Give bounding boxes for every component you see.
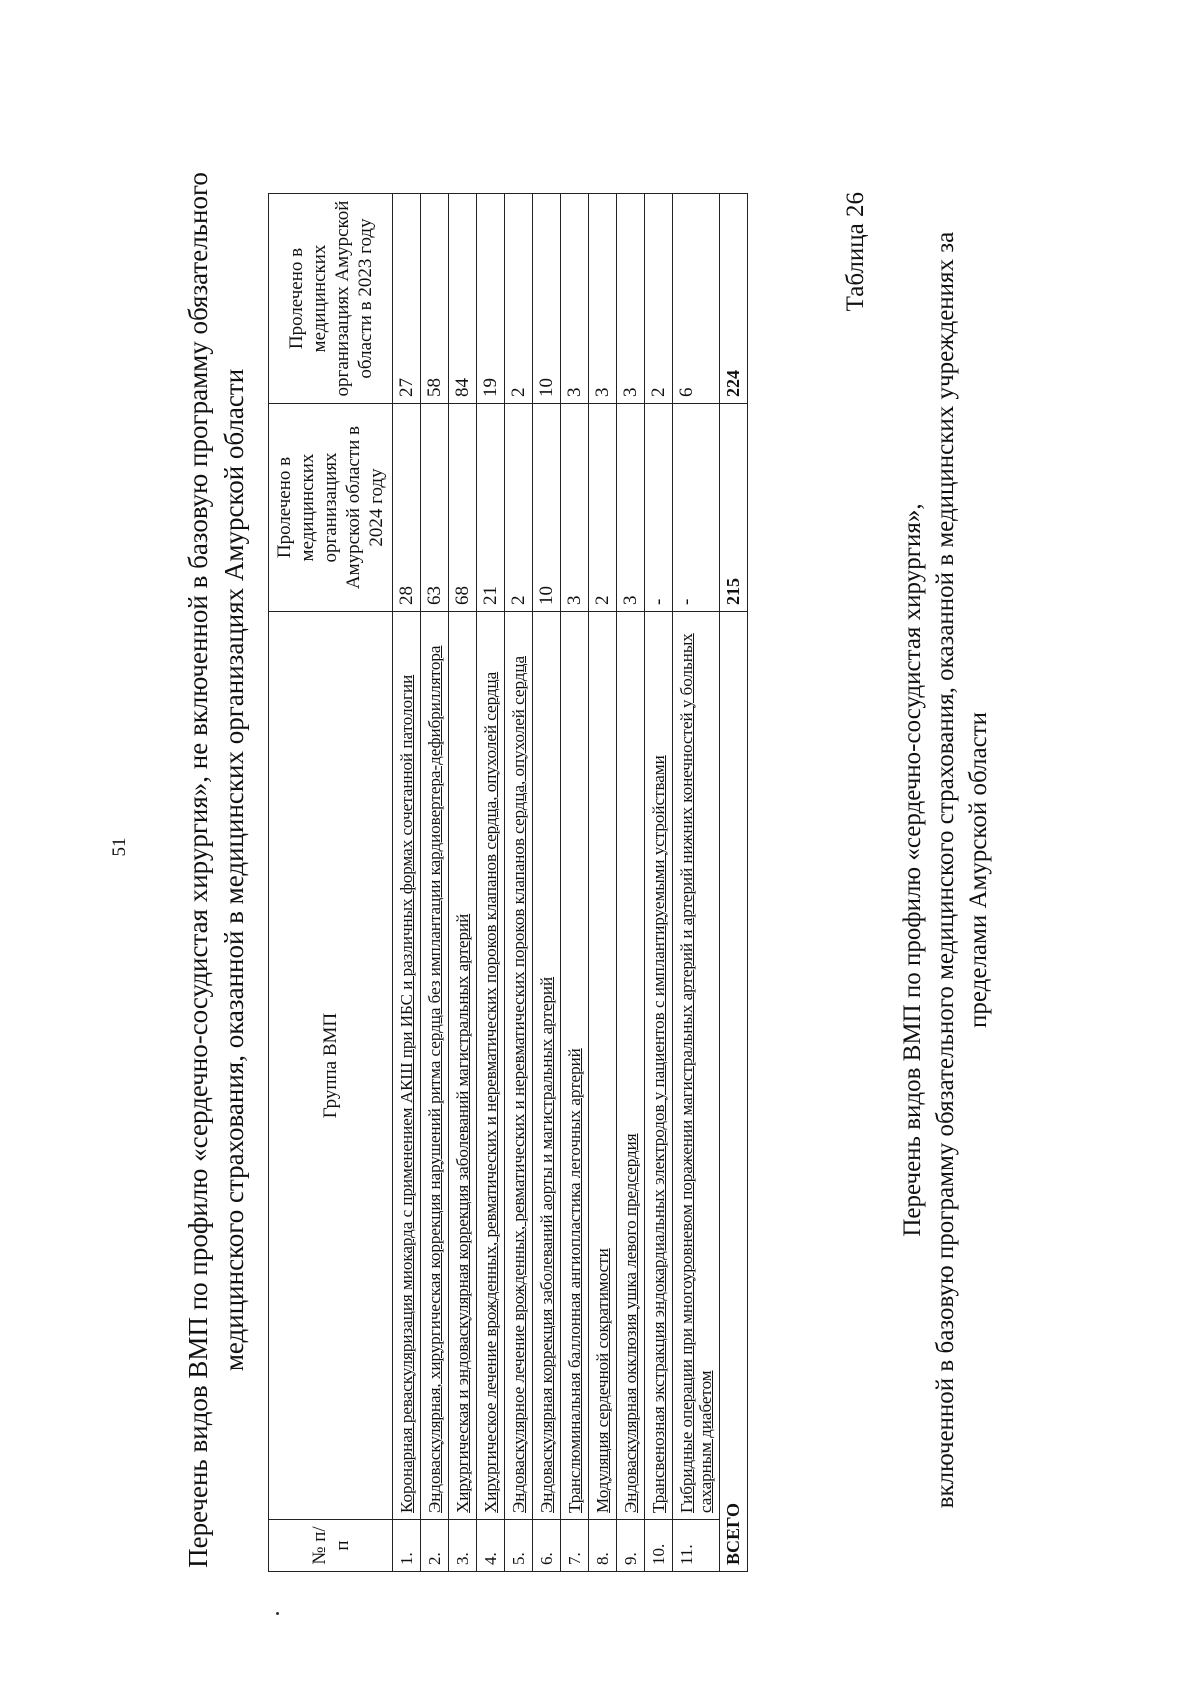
- row-number: 5.: [505, 1520, 533, 1572]
- row-number: 11.: [673, 1520, 720, 1572]
- row-value-2024: 3: [561, 404, 589, 612]
- table-row: [505, 194, 533, 1572]
- row-group: Эндоваскулярное лечение врожденных, ревматических и неревматических пороков клапанов сердца, опухолей сердца: [505, 612, 533, 1520]
- row-group: Гибридные операции при многоуровневом поражении магистральных артерий и артерий нижних конечностей у больных сахарным диабетом: [673, 612, 720, 1520]
- row-group: Коронарная реваскуляризация миокарда с применением АКШ при ИБС и различных формах сочетанной патологии: [393, 612, 421, 1520]
- row-value-2023: 27: [393, 194, 421, 404]
- page-number: 51: [109, 837, 130, 857]
- row-value-2023: 19: [477, 194, 505, 404]
- row-number: 6.: [533, 1520, 561, 1572]
- total-2024: 215: [720, 404, 748, 612]
- next-table-title-line-3: пределами Амурской области: [965, 711, 992, 1029]
- table-row: [477, 194, 505, 1572]
- table-title-line-2: медицинского страхования, оказанной в медицинских организациях Амурской области: [219, 368, 249, 1372]
- row-value-2024: 10: [533, 404, 561, 612]
- table-row: [645, 194, 673, 1572]
- row-number: 4.: [477, 1520, 505, 1572]
- row-number: 8.: [589, 1520, 617, 1572]
- total-2023: 224: [720, 194, 748, 404]
- next-table-title-line-1: Перечень видов ВМП по профилю «сердечно-сосудистая хирургия»,: [899, 503, 926, 1237]
- row-number: 9.: [617, 1520, 645, 1572]
- header-num: № п/п: [269, 1520, 393, 1572]
- table-row: [449, 194, 477, 1572]
- row-value-2023: 58: [421, 194, 449, 404]
- row-value-2023: 10: [533, 194, 561, 404]
- row-value-2023: 2: [505, 194, 533, 404]
- row-value-2024: 63: [421, 404, 449, 612]
- row-value-2024: 2: [589, 404, 617, 612]
- table-row: [673, 194, 720, 1572]
- table-row: [589, 194, 617, 1572]
- table-row: [421, 194, 449, 1572]
- row-group: Хирургическое лечение врожденных, ревматических и неревматических пороков клапанов сердца, опухолей сердца: [477, 612, 505, 1520]
- row-number: 10.: [645, 1520, 673, 1572]
- vmp-table: [268, 193, 748, 1572]
- header-group: Группа ВМП: [269, 612, 393, 1520]
- row-group: Модуляция сердечной сократимости: [589, 612, 617, 1520]
- row-value-2023: 3: [561, 194, 589, 404]
- row-number: 3.: [449, 1520, 477, 1572]
- landscape-content: [180, 120, 1040, 1620]
- row-value-2023: 6: [673, 194, 720, 404]
- table-row: [533, 194, 561, 1572]
- row-number: 1.: [393, 1520, 421, 1572]
- header-2023: Пролечено в медицинских организациях Амурской области в 2023 году: [269, 194, 393, 404]
- total-label: ВСЕГО: [720, 612, 748, 1572]
- row-value-2024: 2: [505, 404, 533, 612]
- row-group: Транслюминальная баллонная ангиопластика легочных артерий: [561, 612, 589, 1520]
- table-label: Таблица 26: [842, 192, 869, 312]
- row-value-2024: -: [673, 404, 720, 612]
- row-value-2023: 3: [617, 194, 645, 404]
- row-number: 2.: [421, 1520, 449, 1572]
- row-value-2024: -: [645, 404, 673, 612]
- table-title-line-1: Перечень видов ВМП по профилю «сердечно-сосудистая хирургия», не включенной в базовую программу обязательного: [183, 172, 213, 1568]
- row-value-2024: 3: [617, 404, 645, 612]
- table-row: [561, 194, 589, 1572]
- row-value-2023: 2: [645, 194, 673, 404]
- row-value-2024: 68: [449, 404, 477, 612]
- table-row: [393, 194, 421, 1572]
- row-group: Трансвенозная экстракция эндокардиальных электродов у пациентов с имплантируемыми устройствами: [645, 612, 673, 1520]
- row-value-2023: 3: [589, 194, 617, 404]
- header-2024: Пролечено в медицинских организациях Амурской области в 2024 году: [269, 404, 393, 612]
- row-group: Эндоваскулярная коррекция заболеваний аорты и магистральных артерий: [533, 612, 561, 1520]
- table-body: [393, 194, 748, 1572]
- table-title: [180, 120, 252, 1620]
- row-group: Хирургическая и эндоваскулярная коррекция заболеваний магистральных артерий: [449, 612, 477, 1520]
- table-total-row: [720, 194, 748, 1572]
- next-table-title: [896, 120, 995, 1620]
- table-row: [617, 194, 645, 1572]
- next-table-title-line-2: включенной в базовую программу обязательного медицинского страхования, оказанной в медицинских учреждениях за: [932, 231, 959, 1509]
- row-group: Эндоваскулярная, хирургическая коррекция нарушений ритма сердца без имплантации кардиовертера-дефибриллятора: [421, 612, 449, 1520]
- table-header-row: [269, 194, 393, 1572]
- row-group: Эндоваскулярная окклюзия ушка левого предсердия: [617, 612, 645, 1520]
- row-value-2023: 84: [449, 194, 477, 404]
- row-value-2024: 21: [477, 404, 505, 612]
- row-number: 7.: [561, 1520, 589, 1572]
- row-value-2024: 28: [393, 404, 421, 612]
